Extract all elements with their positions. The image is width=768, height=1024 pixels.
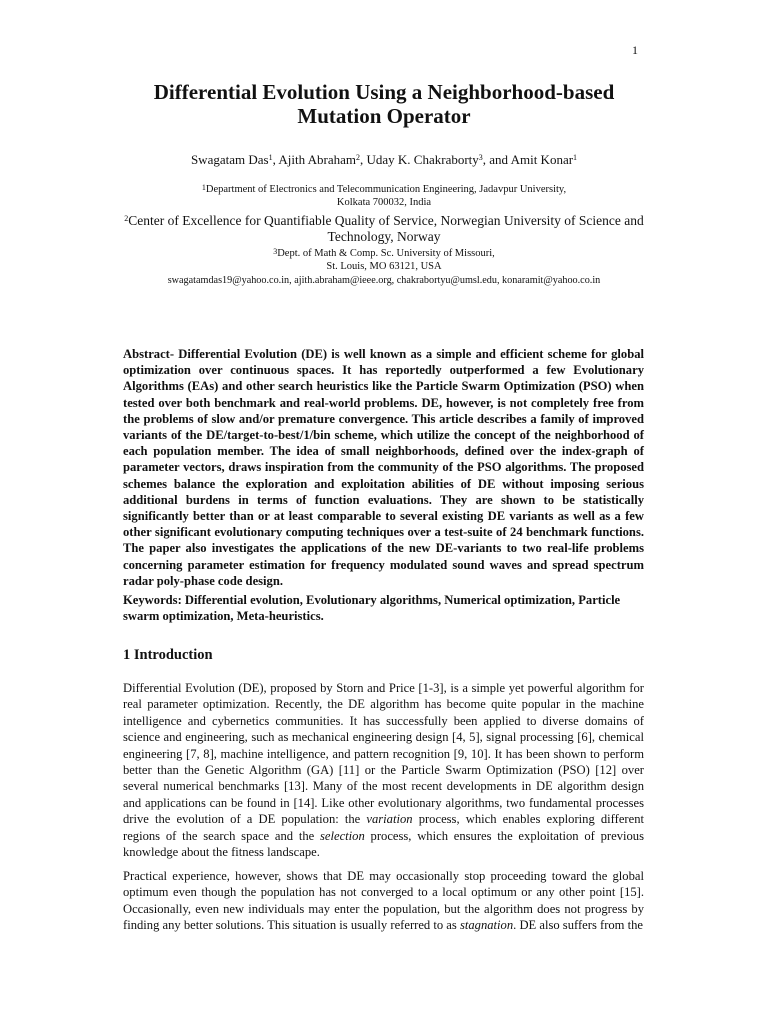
affiliation-line: Center of Excellence for Quantifiable Quality of Service, Norwegian University of Science and [128,213,644,228]
affiliation-marker: 1 [201,183,206,192]
affiliation-line: Department of Electronics and Telecommunication Engineering, Jadavpur University, [205,184,567,195]
affiliation-marker: 2 [124,214,129,223]
author-affiliation-marker: 3 [478,153,483,162]
affiliation-line: Technology, Norway [327,229,441,244]
paragraph-text: . DE also suffers from the [513,918,644,933]
author-name: , Uday K. Chakraborty [360,152,479,167]
keywords: Keywords: Differential evolution, Evolutionary algorithms, Numerical optimization, Particle swarm optimization, Meta-heuristics. [123,593,621,624]
abstract-label: Abstract- [123,347,175,361]
author-name: , Ajith Abraham [272,152,356,167]
author-list [90,152,678,168]
affiliation-marker: 3 [273,247,278,256]
section-heading-introduction: 1 Introduction [123,647,213,663]
italic-term: stagnation [459,918,514,933]
page-number: 1 [632,43,638,57]
author-name: Swagatam Das [190,152,269,167]
author-affiliation-marker: 1 [268,153,273,162]
italic-term: variation [366,812,413,827]
italic-term: selection [320,828,365,843]
title-line-1: Differential Evolution Using a Neighborhood-based [153,80,615,104]
paper-title [90,80,678,128]
affiliation-1 [100,183,668,209]
title-line-2: Mutation Operator [297,104,471,128]
author-name: , and Amit Konar [482,152,574,167]
affiliation-line: Kolkata 700032, India [336,197,432,208]
body-paragraph [123,680,644,860]
paragraph-text: Differential Evolution (DE), proposed by Storn and Price [1-3], is a simple yet powerful algorithm for real parameter optimization. Recently, the DE algorithm has become quite popular in the machine intelligence and cybernetics communities. It has successfully been applied to diverse domains of science and engineering, such as mechanical engineering design [4, 5], signal processing [6], chemical engineering [7, 8], machine intelligence, and pattern recognition [9, 10]. It has been shown to perform better than the Genetic Algorithm (GA) [11] or the Particle Swarm Optimization (PSO) [12] over several numerical benchmarks [13]. Many of the most recent developments in DE algorithm design and applications can be found in [14]. Like other evolutionary algorithms, two fundamental processes drive the evolution of a DE population: the [123,681,644,827]
paragraph-text: process, which ensures the exploitation of previous knowledge about the fitness landscape. [123,828,644,860]
paragraph-text: Practical experience, however, shows that DE may occasionally stop proceeding toward the global optimum even though the population has not converged to a local optimum or any other point [15]. Occasionally, even new individuals may enter the population, but the algorithm does not progress by finding any better solutions. This situation is usually referred to as [123,869,644,933]
author-emails: swagatamdas19@yahoo.co.in, ajith.abraham@ieee.org, chakrabortyu@umsl.edu, konaramit@yahoo.co.in [167,275,601,286]
affiliation-line: St. Louis, MO 63121, USA [326,261,442,272]
author-affiliation-marker: 2 [356,153,360,162]
affiliation-line: Dept. of Math & Comp. Sc. University of Missouri, [277,248,495,259]
paragraph-text: process, which enables exploring different regions of the search space and the [123,812,645,843]
affiliation-2 [122,213,646,245]
affiliation-3 [100,247,668,273]
abstract-text: Differential Evolution (DE) is well known as a simple and efficient scheme for global optimization over continuous spaces. It has reportedly outperformed a few Evolutionary Algorithms (EAs) and other search heuristics like the Particle Swarm Optimization (PSO) when tested over both benchmark and real-world problems. DE, however, is not completely free from the problems of slow and/or premature convergence. This article describes a family of improved variants of the DE/target-to-best/1/bin scheme, which utilize the concept of the neighborhood of each population member. The idea of small neighborhoods, defined over the index-graph of parameter vectors, draws inspiration from the community of the PSO algorithms. The proposed schemes balance the exploration and exploitation abilities of DE without imposing serious additional burdens in terms of function evaluations. They are shown to be statistically significantly better than or at least comparable to several existing DE variants as well as a few other significant evolutionary computing techniques over a test-suite of 24 benchmark functions. The paper also investigates the applications of the new DE-variants to two real-life problems concerning parameter estimation for frequency modulated sound waves and spread spectrum radar poly-phase code design. [123,347,644,588]
body-paragraph [123,868,644,934]
author-affiliation-marker: 1 [573,153,578,162]
abstract [123,346,644,589]
